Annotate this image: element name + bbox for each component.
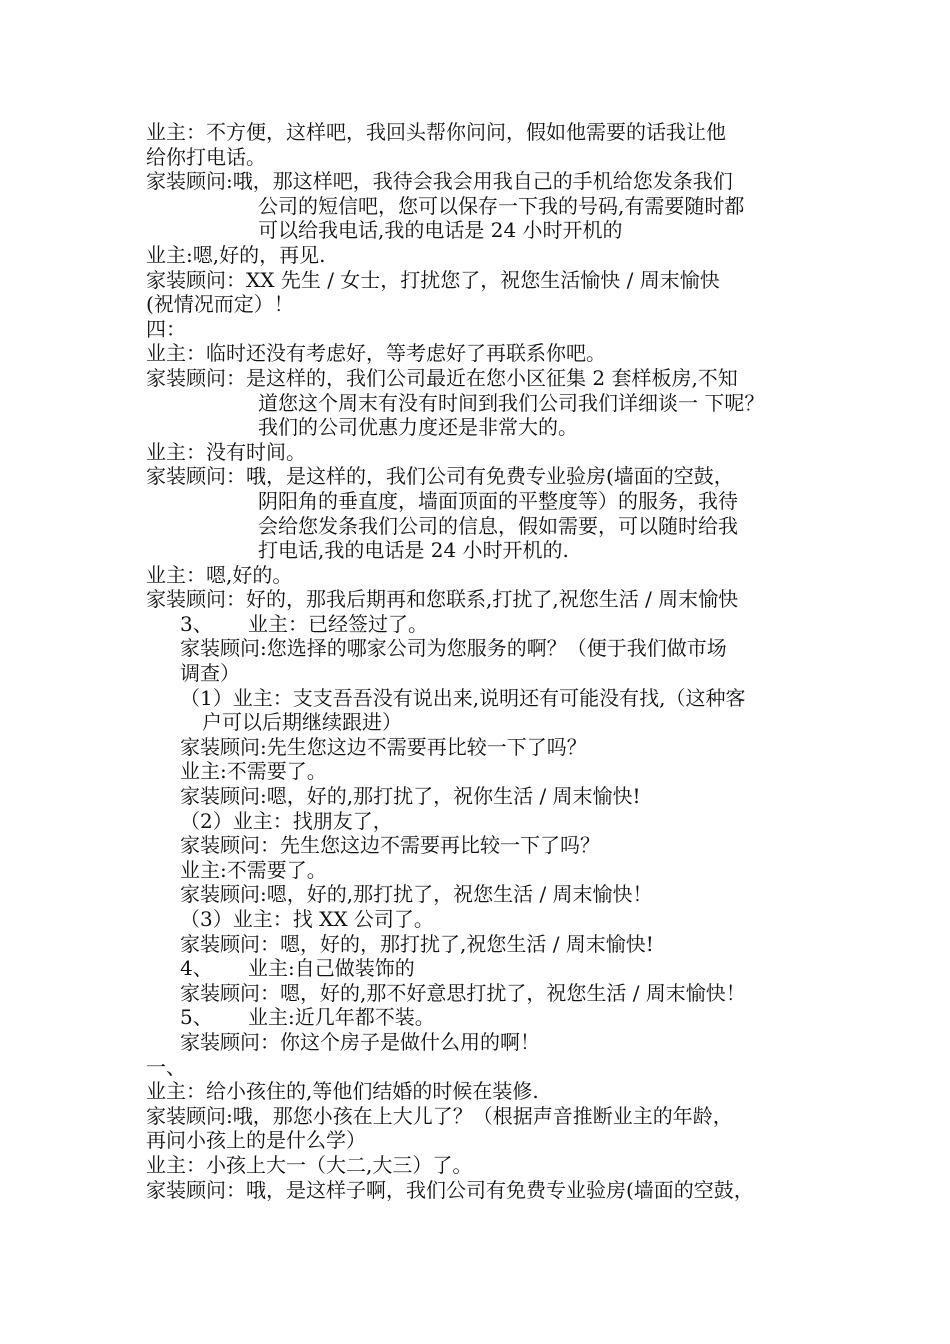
text-line: 家装顾问:您选择的哪家公司为您服务的啊？（便于我们做市场 xyxy=(180,636,727,661)
text-line: 业主：不方便，这样吧，我回头帮你问问，假如他需要的话我让他 xyxy=(146,120,726,144)
text-line: 家装顾问:哦，那您小孩在上大儿了？（根据声音推断业主的年龄， xyxy=(146,1103,733,1128)
text-line: 家装顾问：好的，那我后期再和您联系,打扰了,祝您生活 / 周末愉快 xyxy=(146,587,739,612)
item-text: 业主:自己做装饰的 xyxy=(248,956,415,981)
text-line: （2）业主：找朋友了， xyxy=(180,808,393,833)
text-line: 调查） xyxy=(180,661,240,686)
text-line: 家装顾问：你这个房子是做什么用的啊！ xyxy=(180,1029,540,1054)
text-line: 家装顾问：嗯，好的,那不好意思打扰了，祝您生活 / 周末愉快！ xyxy=(180,980,746,1005)
text-line: （3）业主：找 XX 公司了。 xyxy=(180,907,434,931)
item-text: 业主:近几年都不装。 xyxy=(248,1005,435,1030)
item-number: 4、 xyxy=(180,956,213,981)
text-line: 业主:嗯,好的，再见. xyxy=(146,242,326,267)
text-line: 再问小孩上的是什么学） xyxy=(146,1128,366,1153)
text-line: 家装顾问：是这样的，我们公司最近在您小区征集 2 套样板房,不知 xyxy=(146,365,738,390)
text-line: （1）业主：支支吾吾没有说出来,说明还有可能没有找,（这种客 xyxy=(180,685,746,710)
text-line: 家装顾问:哦，那这样吧，我待会我会用我自己的手机给您发条我们 xyxy=(146,169,733,194)
text-line: 业主：给小孩住的,等他们结婚的时候在装修. xyxy=(146,1079,539,1104)
text-line: 户可以后期继续跟进） xyxy=(202,710,402,735)
text-line: 道您这个周末有没有时间到我们公司我们详细谈一 下呢？ xyxy=(258,390,765,415)
text-line: 家装顾问：哦，是这样的，我们公司有免费专业验房(墙面的空鼓， xyxy=(146,464,734,489)
text-line: 业主：没有时间。 xyxy=(146,439,306,464)
text-line: 家装顾问：哦，是这样子啊，我们公司有免费专业验房(墙面的空鼓， xyxy=(146,1177,754,1202)
section-heading: 四： xyxy=(146,316,186,341)
text-line: 业主：临时还没有考虑好，等考虑好了再联系你吧。 xyxy=(146,341,606,366)
text-line: 家装顾问：XX 先生 / 女士，打扰您了，祝您生活愉快 / 周末愉快 xyxy=(146,267,720,292)
text-line: 家装顾问:嗯，好的,那打扰了，祝你生活 / 周末愉快! xyxy=(180,784,641,809)
text-line: 我们的公司优惠力度还是非常大的。 xyxy=(258,415,578,440)
item-text: 业主：已经签过了。 xyxy=(248,611,428,636)
text-line: 家装顾问：嗯，好的，那打扰了,祝您生活 / 周末愉快! xyxy=(180,931,654,956)
numbered-line xyxy=(146,612,830,637)
text-line: 公司的短信吧，您可以保存一下我的号码,有需要随时都 xyxy=(258,193,745,218)
text-line: 业主:不需要了。 xyxy=(180,759,327,784)
text-line: 给你打电话。 xyxy=(146,144,266,169)
text-line: 会给您发条我们公司的信息，假如需要，可以随时给我 xyxy=(258,513,738,538)
text-line: 业主:不需要了。 xyxy=(180,857,327,882)
text-line: 家装顾问:先生您这边不需要再比较一下了吗？ xyxy=(180,734,587,759)
text-line: 阴阳角的垂直度，墙面顶面的平整度等）的服务，我待 xyxy=(258,488,738,513)
text-line: 业主：小孩上大一（大二,大三）了。 xyxy=(146,1152,473,1177)
item-number: 3、 xyxy=(180,611,213,636)
text-line: 家装顾问:嗯，好的,那打扰了，祝您生活 / 周末愉快！ xyxy=(180,882,653,907)
numbered-line xyxy=(146,1005,830,1030)
item-number: 5、 xyxy=(180,1005,213,1030)
text-line: (祝情况而定）！ xyxy=(146,292,294,317)
text-line: 可以给我电话,我的电话是 24 小时开机的 xyxy=(258,218,623,243)
numbered-line xyxy=(146,956,830,981)
text-line: 业主：嗯,好的。 xyxy=(146,562,293,587)
text-line: 打电话,我的电话是 24 小时开机的. xyxy=(258,538,569,563)
section-heading: 一、 xyxy=(146,1054,186,1079)
text-line: 家装顾问：先生您这边不需要再比较一下了吗？ xyxy=(180,833,600,858)
